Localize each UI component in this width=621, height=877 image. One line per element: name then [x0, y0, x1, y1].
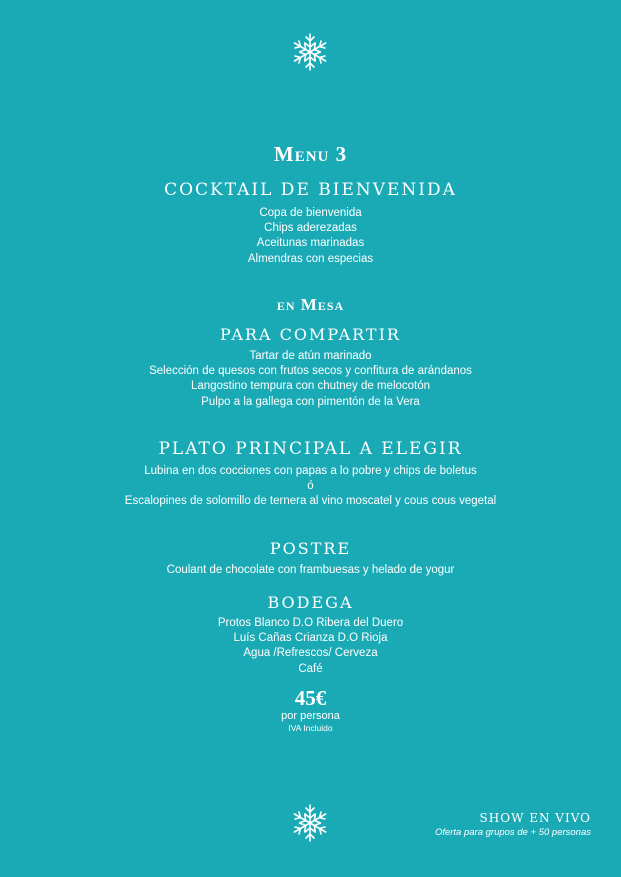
show-label: SHOW EN VIVO [479, 811, 591, 825]
per-person-label: por persona [281, 710, 340, 722]
compartir-heading: PARA COMPARTIR [220, 325, 401, 344]
postre-list [0, 563, 621, 578]
compartir-list [0, 349, 621, 410]
principal-heading: PLATO PRINCIPAL A ELEGIR [158, 439, 463, 459]
en-mesa-heading: en Mesa [276, 295, 345, 314]
list-item: Tartar de atún marinado [249, 350, 372, 362]
list-item: Lubina en dos cocciones con papas a lo pobre y chips de boletus [144, 465, 477, 477]
cocktail-heading: COCKTAIL DE BIENVENIDA [164, 180, 457, 200]
list-item: Copa de bienvenida [259, 207, 362, 219]
show-block [435, 811, 591, 838]
list-item: Pulpo a la gallega con pimentón de la Vera [201, 395, 420, 408]
snowflake-icon [290, 32, 330, 72]
list-item: Selección de quesos con frutos secos y confitura de arándanos [149, 365, 472, 378]
list-item: Escalopines de solomillo de ternera al vino moscatel y cous cous vegetal [124, 495, 497, 508]
menu-title: Menu 3 [273, 142, 348, 166]
bodega-heading: BODEGA [267, 593, 354, 612]
postre-heading: POSTRE [269, 539, 352, 558]
list-item: Almendras con especias [247, 252, 374, 265]
snowflake-icon [290, 803, 330, 843]
list-item: Chips aderezadas [264, 222, 357, 235]
list-item: Protos Blanco D.O Ribera del Duero [217, 617, 404, 629]
list-item: Aceitunas marinadas [256, 237, 365, 250]
price: 45€ [294, 686, 327, 710]
offer-label: Oferta para grupos de + 50 personas [434, 827, 591, 838]
list-item: Langostino tempura con chutney de melocotón [190, 380, 431, 393]
list-item: Agua /Refrescos/ Cerveza [243, 647, 378, 660]
bodega-list [0, 616, 621, 677]
list-item: Café [298, 662, 323, 675]
cocktail-list [0, 206, 621, 267]
list-item: Luís Cañas Crianza D.O Rioja [233, 632, 388, 645]
principal-list [0, 464, 621, 510]
list-item: ó [307, 480, 314, 493]
list-item: Coulant de chocolate con frambuesas y helado de yogur [166, 564, 455, 576]
iva-label: IVA Incluido [288, 723, 333, 733]
